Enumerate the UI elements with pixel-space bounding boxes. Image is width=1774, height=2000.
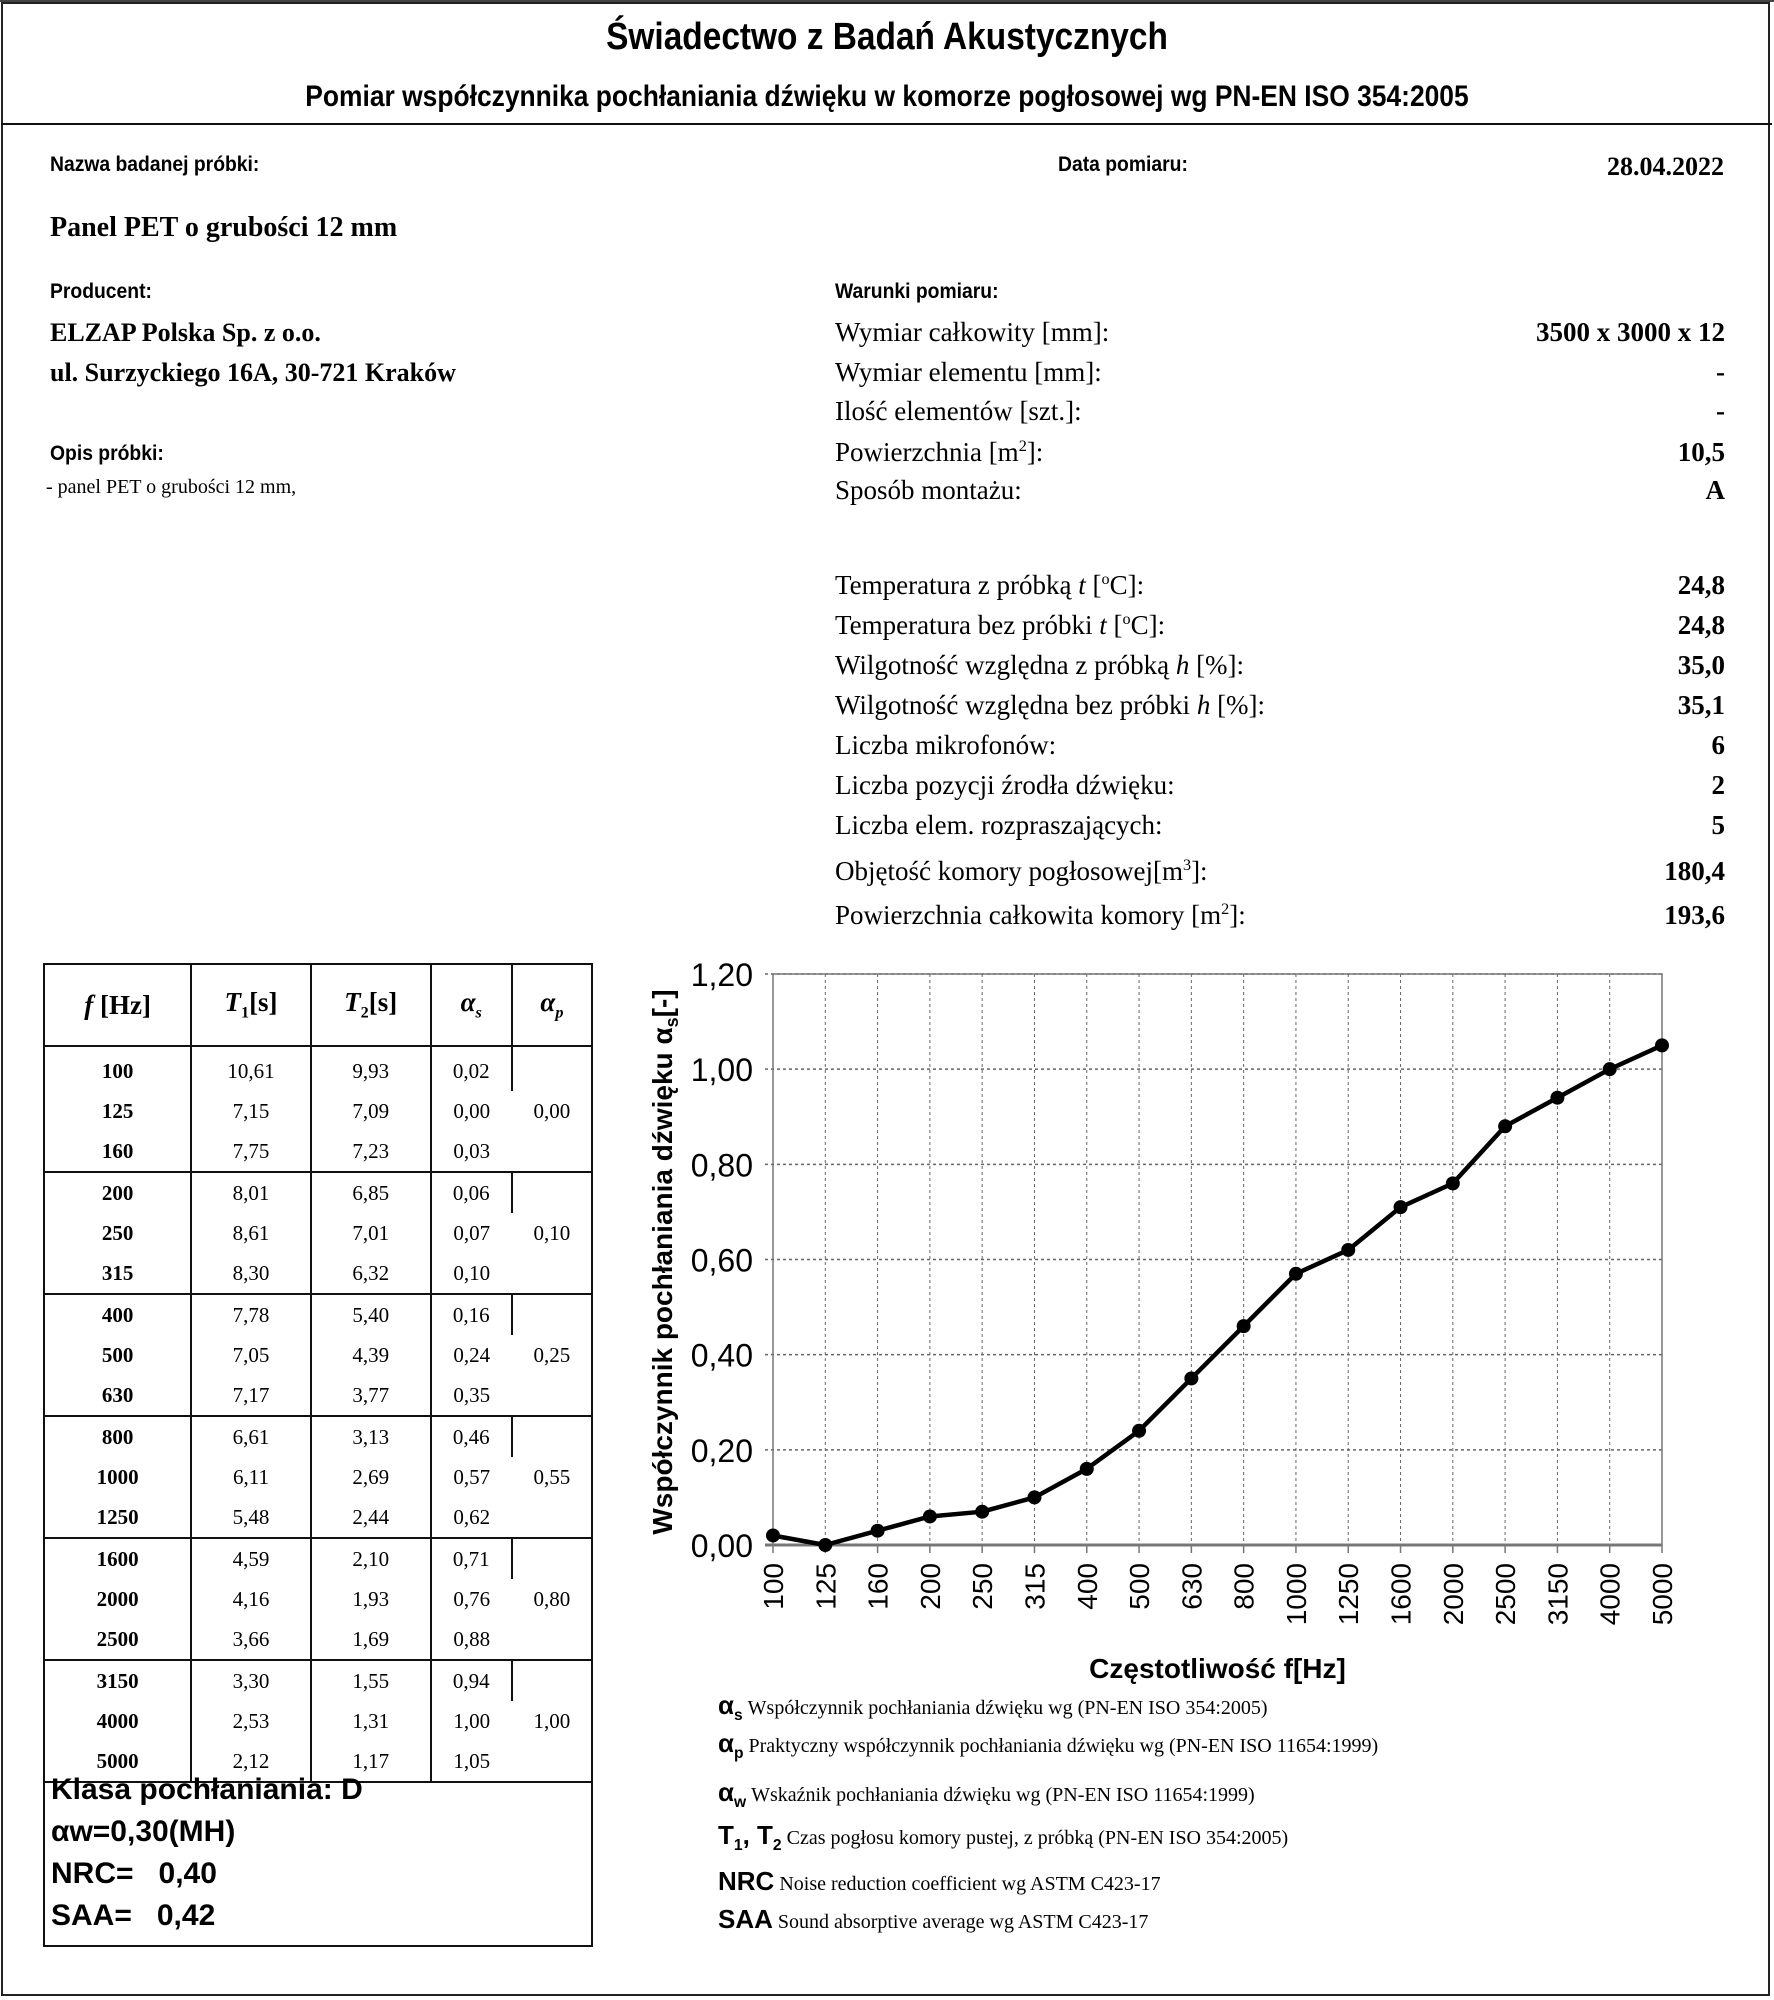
data-point	[766, 1528, 780, 1542]
cell-t2: 2,10	[311, 1538, 431, 1579]
sample-name-label: Nazwa badanej próbki:	[50, 153, 260, 176]
environment-value: 5	[1711, 810, 1725, 840]
x-tick-label: 2000	[1437, 1563, 1469, 1626]
cell-t1: 7,17	[191, 1375, 311, 1416]
environment-key: Objętość komory $pogłosowej[m^3]$:	[835, 856, 1208, 886]
cell-t1: 6,11	[191, 1457, 311, 1497]
measurement-date: 28.04.2022	[1607, 152, 1724, 181]
cell-alpha-s: 0,07	[453, 1220, 491, 1245]
cell-alpha-p: 0,55	[512, 1416, 591, 1538]
x-tick-label: 4000	[1594, 1563, 1626, 1626]
col-frequency: f [Hz]	[45, 965, 191, 1046]
date-label: Data pomiaru:	[1058, 153, 1188, 176]
cell-t1: 4,16	[191, 1579, 311, 1619]
cell-frequency: 800	[45, 1416, 191, 1457]
condition-key: Powierzchnia $[m^2]$:	[835, 437, 1044, 467]
cell-t1: 4,59	[191, 1538, 311, 1579]
legend-item	[718, 1820, 1288, 1855]
cell-t2: 2,69	[311, 1457, 431, 1497]
y-tick-label: 0,00	[690, 1528, 753, 1564]
cell-t2: 2,44	[311, 1497, 431, 1538]
legend-symbol: $\alpha_p$	[718, 1728, 744, 1763]
cell-alpha-s: 0,00	[453, 1098, 491, 1123]
environment-value: 2	[1711, 770, 1725, 800]
environment-value: 35,0	[1677, 650, 1725, 680]
condition-value: 3500 x 3000 x 12	[1536, 317, 1725, 347]
y-tick-label: 0,60	[690, 1242, 753, 1279]
cell-t2: 1,69	[311, 1619, 431, 1660]
cell-t1: 7,05	[191, 1335, 311, 1375]
condition-key: Sposób montażu:	[835, 475, 1022, 505]
cell-frequency: 2000	[45, 1579, 191, 1619]
x-tick-label: 3150	[1542, 1563, 1574, 1626]
cell-t2: 5,40	[311, 1294, 431, 1335]
cell-alpha-s: 0,62	[453, 1504, 491, 1529]
col-alpha-s: $\alpha_s$	[431, 965, 512, 1046]
data-point	[923, 1509, 937, 1523]
col-t2: $T_2[s]$	[311, 965, 431, 1046]
summary-box	[43, 1769, 593, 1947]
legend-text: Noise reduction coefficient wg ASTM C423-17	[779, 1873, 1161, 1895]
sample-description: - panel PET o grubości 12 mm,	[46, 476, 297, 498]
x-tick-label: 1600	[1385, 1563, 1417, 1626]
x-axis-title: Częstotliwość f[Hz]	[1089, 1653, 1346, 1684]
cell-t2: 9,93	[311, 1046, 431, 1091]
x-tick-label: 1000	[1280, 1563, 1312, 1626]
data-point	[1603, 1062, 1617, 1076]
cell-t1: 7,78	[191, 1294, 311, 1335]
data-point	[1341, 1243, 1355, 1257]
data-point	[975, 1505, 989, 1519]
x-tick-label: 250	[967, 1563, 999, 1610]
condition-key: Wymiar całkowity [mm]:	[835, 317, 1110, 347]
environment-key: Temperatura bez próbki t [$^o$C]:	[835, 610, 1166, 640]
environment-key: Wilgotność względna bez próbki h [%]:	[835, 690, 1266, 720]
cell-alpha-s: 1,00	[453, 1708, 491, 1733]
producer-address: ul. Surzyckiego 16A, 30-721 Kraków	[50, 358, 456, 387]
x-tick-label: 2500	[1490, 1563, 1522, 1626]
environment-key: Wilgotność względna z próbką h [%]:	[835, 650, 1245, 680]
environment-value: 193,6	[1664, 900, 1725, 930]
condition-key: Wymiar elementu [mm]:	[835, 357, 1102, 387]
cell-frequency: 315	[45, 1253, 191, 1294]
cell-alpha-s: 0,46	[431, 1416, 512, 1457]
cell-t2: 1,55	[311, 1660, 431, 1701]
legend-symbol: $\alpha_w$	[718, 1777, 747, 1812]
y-tick-label: 1,20	[690, 957, 753, 993]
cell-frequency: 1600	[45, 1538, 191, 1579]
data-point	[1446, 1176, 1460, 1190]
table-row	[45, 1701, 591, 1741]
cell-t1: 10,61	[191, 1046, 311, 1091]
description-label: Opis próbki:	[50, 442, 164, 465]
cell-frequency: 1250	[45, 1497, 191, 1538]
cell-alpha-s: 0,03	[453, 1138, 491, 1163]
cell-t2: 7,23	[311, 1131, 431, 1172]
environment-key: Temperatura z próbką t [$^o$C]:	[835, 570, 1145, 600]
nrc-value: NRC= 0,40	[51, 1857, 217, 1890]
cell-alpha-s: 0,57	[453, 1464, 491, 1489]
y-tick-label: 0,40	[690, 1337, 753, 1374]
cell-frequency: 630	[45, 1375, 191, 1416]
cell-alpha-p: 0,80	[512, 1538, 591, 1660]
producer-name: ELZAP Polska Sp. z o.o.	[50, 318, 321, 347]
cell-frequency: 200	[45, 1172, 191, 1213]
data-point	[1237, 1319, 1251, 1333]
cell-alpha-s: 0,16	[431, 1294, 512, 1335]
cell-t2: 7,09	[311, 1091, 431, 1131]
data-point	[871, 1524, 885, 1538]
cell-t1: 2,12	[191, 1741, 311, 1781]
legend-text: Współczynnik pochłaniania dźwięku wg (PN-EN ISO 354:2005)	[747, 1697, 1268, 1719]
cell-frequency: 4000	[45, 1701, 191, 1741]
cell-t2: 6,85	[311, 1172, 431, 1213]
data-point	[1498, 1119, 1512, 1133]
cell-alpha-s: 0,88	[453, 1626, 491, 1651]
legend-symbol: $T_1$, $T_2$	[718, 1820, 782, 1855]
cell-t1: 8,01	[191, 1172, 311, 1213]
col-alpha-p: $\alpha_p$	[512, 965, 591, 1046]
cell-t1: 2,53	[191, 1701, 311, 1741]
x-tick-label: 400	[1071, 1563, 1103, 1610]
cell-frequency: 3150	[45, 1660, 191, 1701]
environment-value: 24,8	[1677, 610, 1725, 640]
environment-value: 6	[1711, 730, 1725, 760]
cell-alpha-s: 0,10	[453, 1260, 491, 1285]
x-tick-label: 5000	[1647, 1563, 1678, 1626]
x-tick-label: 160	[862, 1563, 894, 1610]
legend-item	[718, 1728, 1378, 1763]
data-point	[1080, 1462, 1094, 1476]
cell-frequency: 100	[45, 1046, 191, 1091]
data-point	[1289, 1267, 1303, 1281]
condition-value: A	[1705, 475, 1725, 505]
cell-t1: 3,66	[191, 1619, 311, 1660]
cell-frequency: 500	[45, 1335, 191, 1375]
cell-t2: 4,39	[311, 1335, 431, 1375]
cell-frequency: 400	[45, 1294, 191, 1335]
cell-frequency: 5000	[45, 1741, 191, 1781]
cell-t1: 7,75	[191, 1131, 311, 1172]
legend-text: Sound absorptive average wg ASTM C423-17	[777, 1911, 1149, 1933]
cell-alpha-s: 0,24	[453, 1342, 491, 1367]
condition-value: -	[1716, 357, 1725, 387]
x-tick-label: 315	[1019, 1563, 1051, 1610]
cell-t2: 1,17	[311, 1741, 431, 1781]
cell-t2: 1,93	[311, 1579, 431, 1619]
legend-item	[718, 1690, 1268, 1725]
cell-alpha-s: 0,35	[453, 1382, 491, 1407]
cell-alpha-s: 0,76	[453, 1586, 491, 1611]
cell-t1: 7,15	[191, 1091, 311, 1131]
cell-alpha-s: 0,94	[431, 1660, 512, 1701]
alpha-s-line	[773, 1045, 1662, 1545]
absorption-class: Klasa pochłaniania: D	[51, 1773, 363, 1806]
cell-frequency: 2500	[45, 1619, 191, 1660]
cell-frequency: 250	[45, 1213, 191, 1253]
data-point	[1550, 1091, 1564, 1105]
cell-t2: 7,01	[311, 1213, 431, 1253]
y-tick-label: 1,00	[690, 1052, 753, 1089]
data-point	[818, 1538, 832, 1552]
cell-t2: 3,13	[311, 1416, 431, 1457]
environment-key: Liczba pozycji źrodła dźwięku:	[835, 770, 1175, 800]
condition-value: -	[1716, 396, 1725, 426]
legend-text: Czas pogłosu komory pustej, z próbką (PN-EN ISO 354:2005)	[786, 1827, 1289, 1849]
data-point	[1027, 1490, 1041, 1504]
producer-label: Producent:	[50, 280, 152, 303]
environment-key: Liczba mikrofonów:	[835, 730, 1057, 760]
legend-symbol: SAA	[718, 1904, 773, 1934]
x-tick-label: 100	[758, 1563, 789, 1610]
data-point	[1394, 1200, 1408, 1214]
cell-alpha-p: 0,10	[512, 1172, 591, 1294]
legend-item	[718, 1777, 1255, 1812]
document-title: Świadectwo z Badań Akustycznych	[606, 16, 1168, 58]
condition-key: Ilość elementów [szt.]:	[835, 396, 1082, 426]
cell-t1: 5,48	[191, 1497, 311, 1538]
data-point	[1184, 1371, 1198, 1385]
cell-t1: 8,30	[191, 1253, 311, 1294]
environment-key: Powierzchnia całkowita komory $[m^2]$:	[835, 900, 1246, 930]
col-t1: $T_1[s]$	[191, 965, 311, 1046]
cell-alpha-p: 0,25	[512, 1294, 591, 1416]
cell-t2: 1,31	[311, 1701, 431, 1741]
cell-t1: 6,61	[191, 1416, 311, 1457]
cell-alpha-s: 0,71	[431, 1538, 512, 1579]
x-tick-label: 1250	[1333, 1563, 1365, 1626]
sample-name: Panel PET o grubości 12 mm	[50, 212, 398, 243]
x-tick-label: 125	[810, 1563, 842, 1610]
environment-value: 180,4	[1664, 856, 1725, 886]
environment-key: Liczba elem. rozpraszających:	[835, 810, 1163, 840]
cell-alpha-p: 1,00	[512, 1660, 591, 1781]
y-axis-title: Współczynnik pochłaniania dźwięku $\alpha_s[-]$	[647, 989, 682, 1535]
cell-alpha-s: 0,02	[431, 1046, 512, 1091]
legend-item	[718, 1904, 1148, 1939]
cell-frequency: 1000	[45, 1457, 191, 1497]
legend-symbol: $\alpha_s$	[718, 1690, 743, 1725]
x-tick-label: 800	[1228, 1563, 1260, 1610]
cell-frequency: 160	[45, 1131, 191, 1172]
data-point	[1655, 1038, 1669, 1052]
data-point	[1132, 1424, 1146, 1438]
cell-t2: 6,32	[311, 1253, 431, 1294]
legend-text: Praktyczny współczynnik pochłaniania dźwięku wg (PN-EN ISO 11654:1999)	[748, 1735, 1379, 1757]
cell-alpha-s: 1,05	[453, 1748, 491, 1773]
condition-value: 10,5	[1677, 437, 1725, 467]
conditions-label: Warunki pomiaru:	[835, 280, 999, 303]
cell-t1: 8,61	[191, 1213, 311, 1253]
legend-symbol: NRC	[718, 1866, 775, 1896]
cell-frequency: 125	[45, 1091, 191, 1131]
legend-item	[718, 1866, 1161, 1901]
x-tick-label: 630	[1176, 1563, 1208, 1610]
legend-text: Wskaźnik pochłaniania dźwięku wg (PN-EN ISO 11654:1999)	[751, 1784, 1255, 1806]
environment-value: 35,1	[1677, 690, 1725, 720]
y-tick-label: 0,20	[690, 1432, 753, 1469]
document-subtitle: Pomiar współczynnika pochłaniania dźwięku w komorze pogłosowej wg PN-EN ISO 354:2005	[305, 80, 1469, 113]
cell-alpha-p: 0,00	[533, 1098, 571, 1123]
x-tick-label: 500	[1124, 1563, 1156, 1610]
alpha-w-value: αw=0,30(MH)	[51, 1815, 236, 1848]
saa-value: SAA= 0,42	[51, 1899, 216, 1932]
cell-t2: 3,77	[311, 1375, 431, 1416]
y-tick-label: 0,80	[690, 1147, 753, 1184]
cell-t1: 3,30	[191, 1660, 311, 1701]
cell-alpha-s: 0,06	[431, 1172, 512, 1213]
x-tick-label: 200	[914, 1563, 946, 1610]
environment-value: 24,8	[1677, 570, 1725, 600]
